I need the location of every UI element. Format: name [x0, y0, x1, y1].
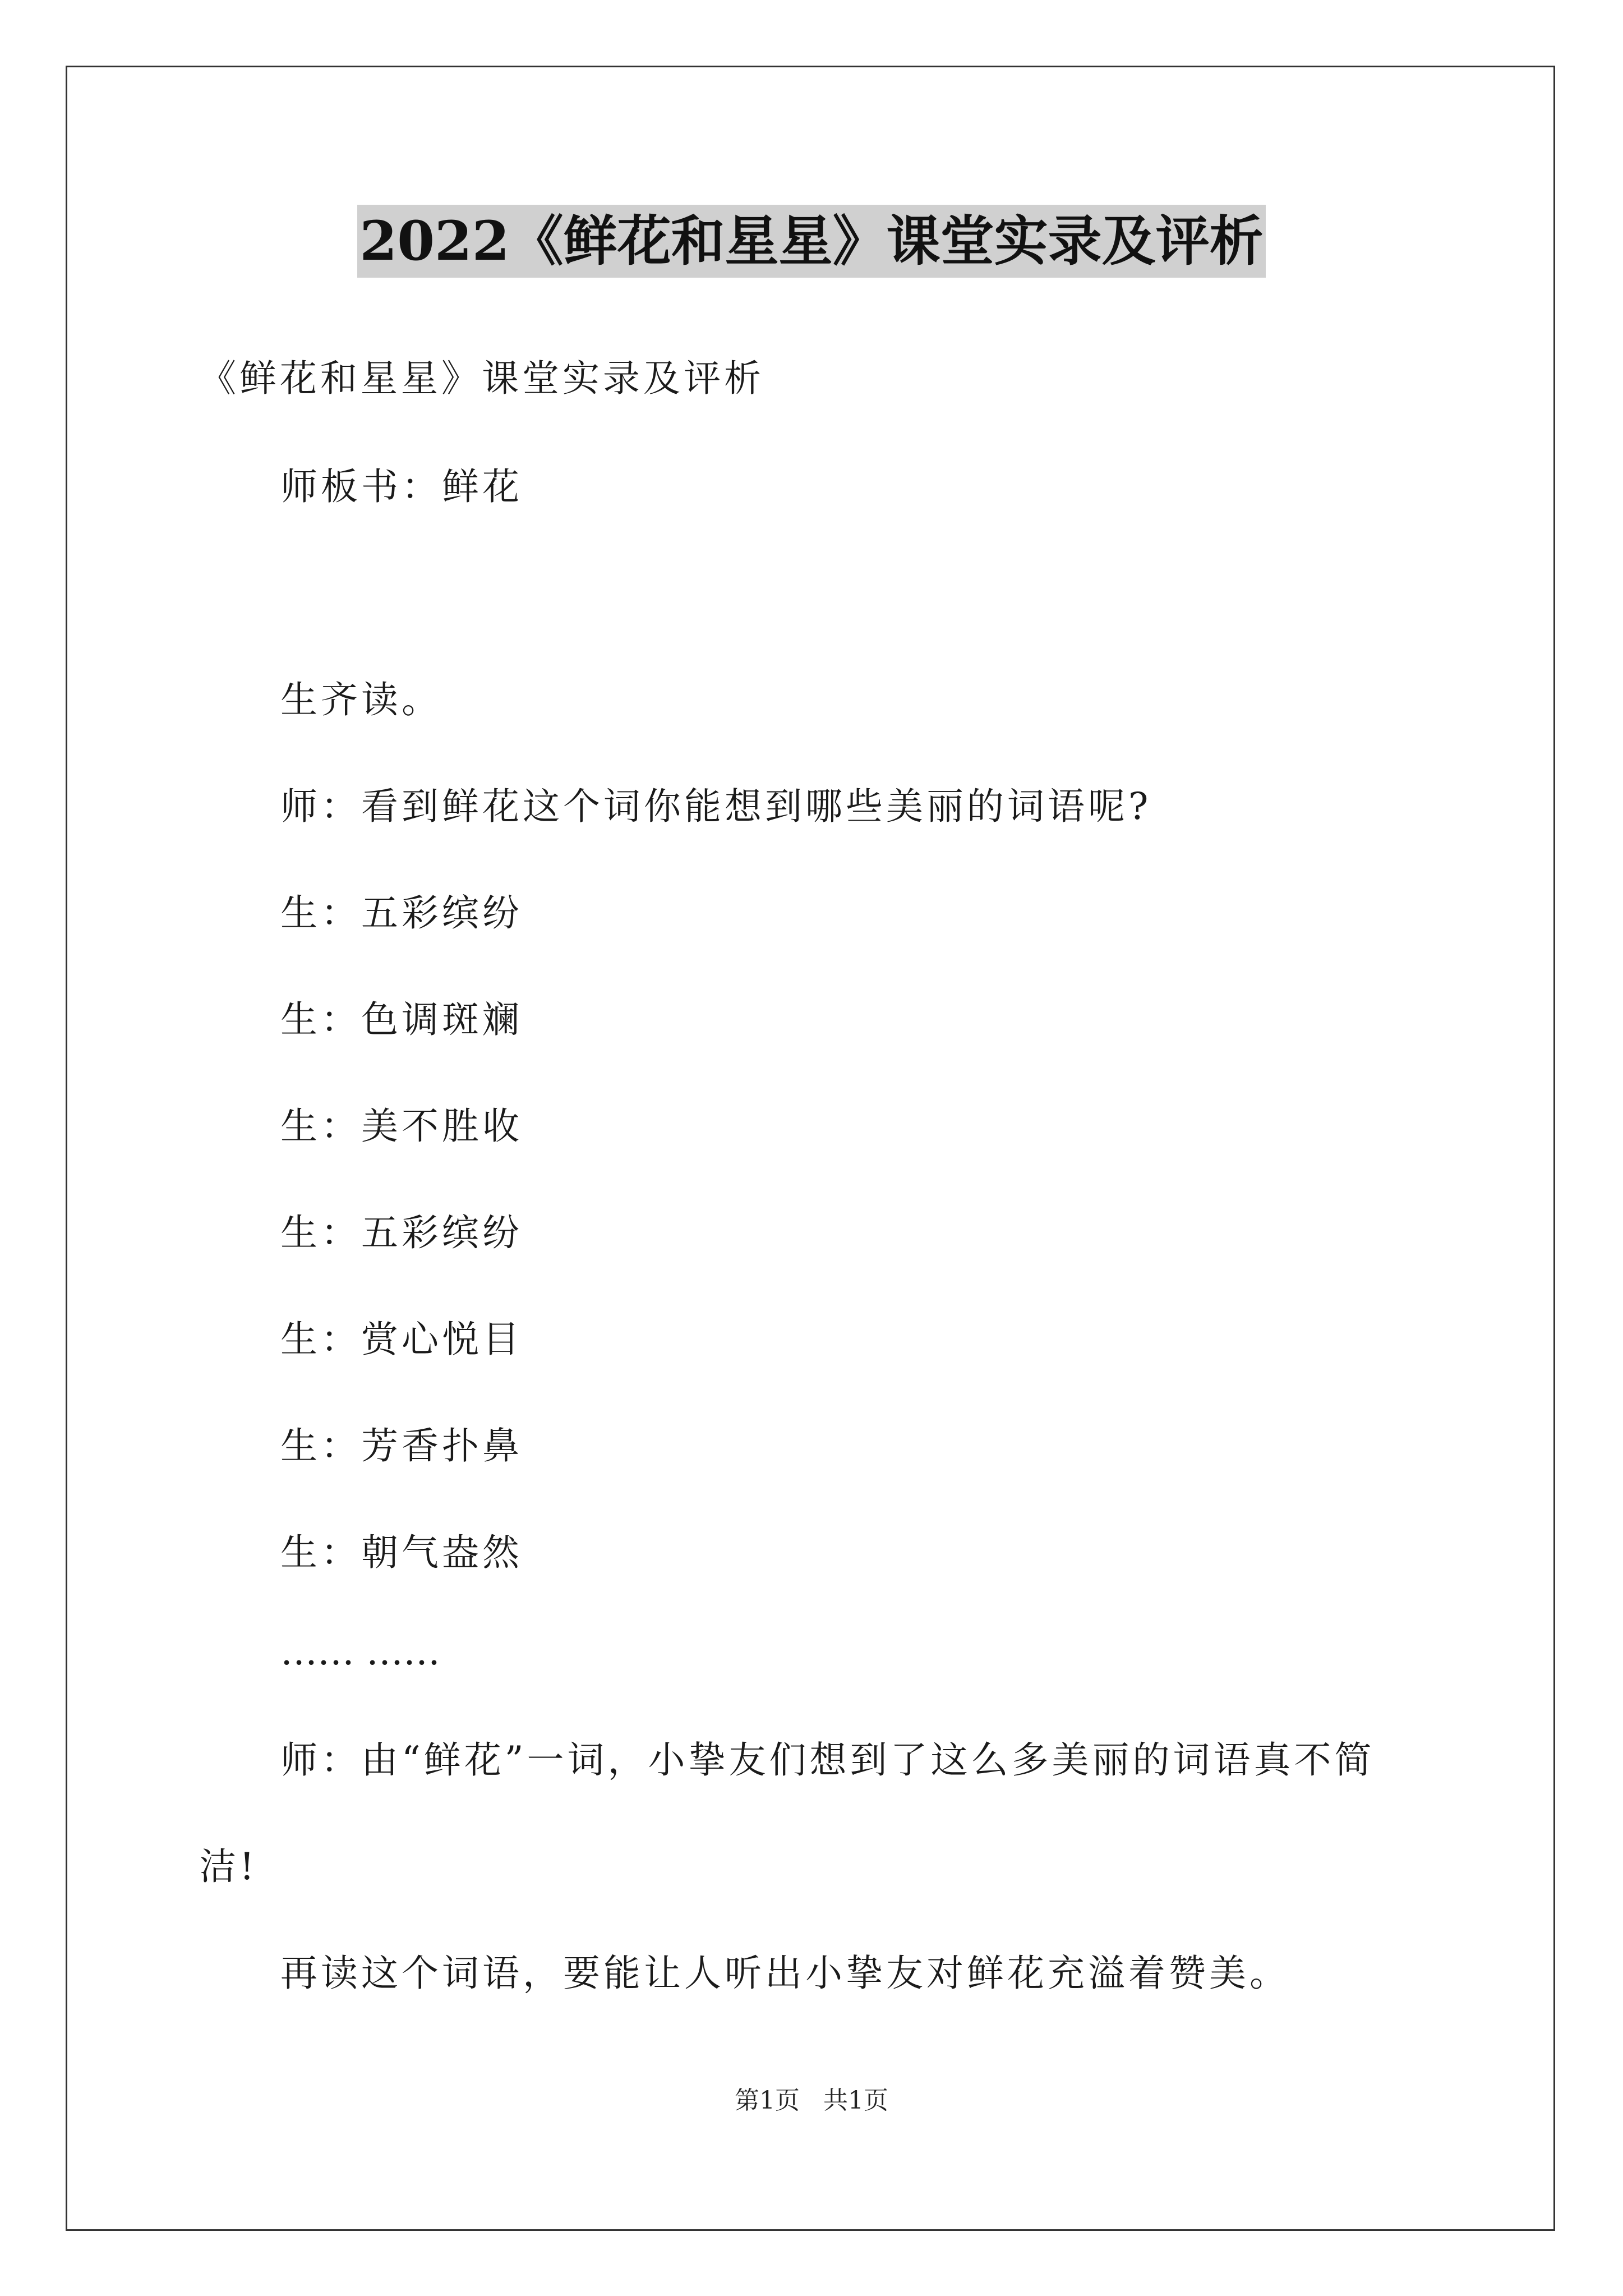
paragraph: 生：美不胜收	[280, 1105, 523, 1148]
paragraph: 生齐读。	[280, 678, 442, 721]
paragraph: 生：芳香扑鼻	[280, 1424, 523, 1467]
page-number-total: 共1页	[823, 2086, 888, 2115]
paragraph: 生：色调斑斓	[280, 998, 523, 1041]
paragraph: 生：朝气盎然	[280, 1531, 523, 1574]
subtitle-paragraph: 《鲜花和星星》课堂实录及评析	[199, 357, 764, 400]
page-footer	[0, 2084, 1623, 2118]
title-container	[0, 205, 1623, 278]
paragraph-continuation: 洁!	[199, 1845, 258, 1888]
ellipsis-paragraph: …… ……	[280, 1630, 440, 1673]
paragraph: 生：五彩缤纷	[280, 1211, 523, 1254]
paragraph: 生：五彩缤纷	[280, 891, 523, 935]
paragraph: 师：看到鲜花这个词你能想到哪些美丽的词语呢?	[280, 785, 1152, 828]
paragraph: 再读这个词语，要能让人听出小挚友对鲜花充溢着赞美。	[280, 1952, 1290, 1995]
document-title: 2022《鲜花和星星》课堂实录及评析	[357, 205, 1265, 278]
page-number-current: 第1页	[735, 2086, 800, 2115]
paragraph: 师：由“鲜花”一词，小挚友们想到了这么多美丽的词语真不简	[280, 1738, 1375, 1782]
paragraph: 生：赏心悦目	[280, 1318, 523, 1361]
paragraph: 师板书：鲜花	[280, 465, 523, 508]
